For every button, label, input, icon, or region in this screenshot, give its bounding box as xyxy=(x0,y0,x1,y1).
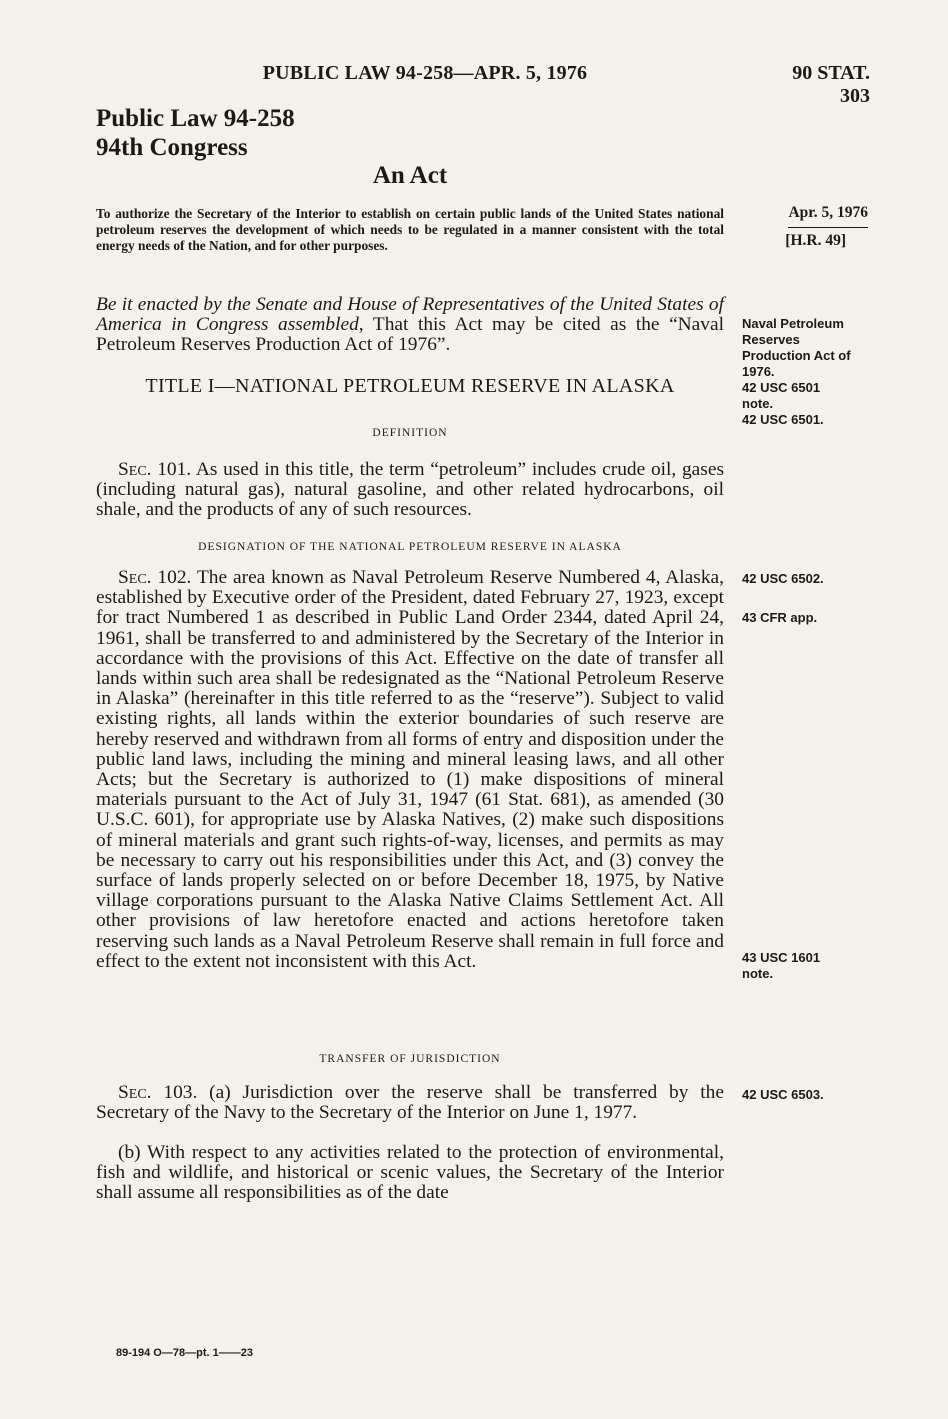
section-101-label: Sec. 101. xyxy=(118,459,192,480)
section-102-label: Sec. 102. xyxy=(118,567,192,588)
title-heading: TITLE I—NATIONAL PETROLEUM RESERVE IN ALASKA xyxy=(145,375,675,397)
enactment-date: Apr. 5, 1976 xyxy=(788,200,868,228)
footer-print-code: 89-194 O—78—pt. 1——23 xyxy=(116,1347,253,1359)
margin-note-line: 42 USC 6501. xyxy=(742,412,824,427)
section-101 xyxy=(96,460,724,521)
margin-note-usc-6503: 42 USC 6503. xyxy=(742,1087,824,1102)
section-head-designation: DESIGNATION OF THE NATIONAL PETROLEUM RESERVE IN ALASKA xyxy=(198,541,622,553)
act-heading: An Act xyxy=(372,162,448,189)
margin-note-line: note. xyxy=(742,396,774,411)
section-103-label: Sec. 103. xyxy=(118,1082,198,1103)
margin-note-short-title xyxy=(742,316,882,428)
congress-number: 94th Congress xyxy=(96,134,248,161)
law-title-block xyxy=(96,104,295,162)
section-101-text: As used in this title, the term “petroleum” includes crude oil, gases (including natural gas), natural gasoline, and other related hydrocarbons, oil shale, and the products of any of such resources. xyxy=(96,459,724,521)
running-head: PUBLIC LAW 94-258—APR. 5, 1976 xyxy=(262,62,588,84)
section-head-definition: DEFINITION xyxy=(372,427,448,439)
enacting-clause-rest: , That this Act may be cited as the “Naval Petroleum Reserves Production Act of 1976”. xyxy=(96,314,724,356)
enacting-clause-italic: Be it enacted by the Senate and House of Representatives of the United States of America in Congress assembled xyxy=(96,294,724,336)
margin-note-line: Production Act of xyxy=(742,348,851,363)
public-law-number: Public Law 94-258 xyxy=(96,105,295,132)
margin-note-cfr: 43 CFR app. xyxy=(742,610,818,625)
section-103a-text: (a) Jurisdiction over the reserve shall be transferred by the Secretary of the Navy to the Secretary of the Interior on June 1, 1977. xyxy=(96,1082,724,1124)
section-103a xyxy=(96,1083,724,1123)
margin-note-line: Reserves xyxy=(742,332,800,347)
margin-note-line: 43 USC 1601 xyxy=(742,950,821,965)
margin-date-block xyxy=(740,200,868,254)
margin-note-usc-6502: 42 USC 6502. xyxy=(742,571,824,586)
margin-note-line: 42 USC 6501 xyxy=(742,380,821,395)
long-title: To authorize the Secretary of the Interior to establish on certain public lands of the United States national petroleum reserves the development of which needs to be regulated in a manner consistent with the total energy needs of the Nation, and for other purposes. xyxy=(96,206,724,253)
margin-note-line: note. xyxy=(742,966,774,981)
section-head-transfer: TRANSFER OF JURISDICTION xyxy=(319,1053,501,1065)
margin-note-line: 1976. xyxy=(742,364,775,379)
section-102 xyxy=(96,568,724,972)
stat-page-ref: 90 STAT. 303 xyxy=(792,62,870,107)
section-102-text: The area known as Naval Petroleum Reserve Numbered 4, Alaska, established by Executive order of the President, dated February 27, 1923, except for tract Numbered 1 as described in Public Land Order 2344, dated April 24, 1961, shall be transferred to and administered by the Secretary of the Interior in accordance with the provisions of this Act. Effective on the date of transfer all lands within such area shall be redesignated as the “National Petroleum Reserve in Alaska” (hereinafter in this title referred to as the “reserve”). Subject to valid existing rights, all lands within the exterior boundaries of such reserve are hereby reserved and withdrawn from all forms of entry and disposition under the public land laws, including the mining and mineral leasing laws, and all other Acts; but the Secretary is authorized to (1) make dispositions of mineral materials pursuant to the Act of July 31, 1947 (61 Stat. 681), as amended (30 U.S.C. 601), for appropriate use by Alaska Natives, (2) make such dispositions of mineral materials and grant such rights-of-way, licenses, and permits as may be necessary to carry out his responsibilities under this Act, and (3) convey the surface of lands properly selected on or before December 18, 1975, by Native village corporations pursuant to the Alaska Native Claims Settlement Act. All other provisions of law heretofore enacted and actions heretofore taken reserving such lands as a Naval Petroleum Reserve shall remain in full force and effect to the extent not inconsistent with this Act. xyxy=(96,567,724,972)
enacting-clause xyxy=(96,295,724,356)
margin-note-usc-1601 xyxy=(742,950,882,982)
bill-number: [H.R. 49] xyxy=(785,232,846,249)
margin-note-line: Naval Petroleum xyxy=(742,316,844,331)
section-103b: (b) With respect to any activities related to the protection of environmental, fish and wildlife, and historical or scenic values, the Secretary of the Interior shall assume all responsibilities as of the date xyxy=(96,1142,724,1204)
